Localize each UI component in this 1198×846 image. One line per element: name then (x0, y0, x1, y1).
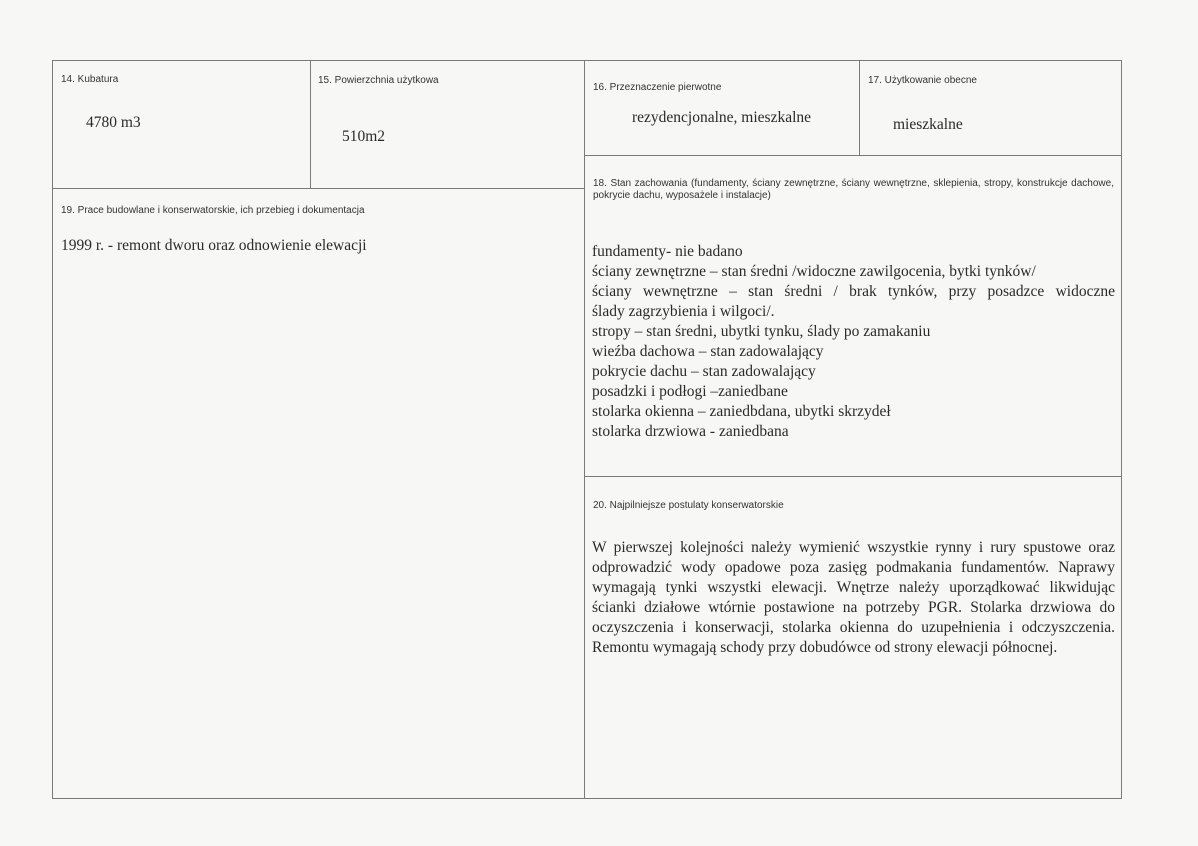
field-18-line: posadzki i podłogi –zaniedbane (592, 383, 788, 400)
field-18-line: stolarka drzwiowa - zaniedbana (592, 423, 789, 440)
divider-16-17 (859, 60, 860, 156)
field-17-value: mieszkalne (893, 116, 963, 133)
field-17-label: 17. Użytkowanie obecne (868, 75, 977, 86)
field-14-label: 14. Kubatura (61, 74, 119, 85)
field-18-label: 18. Stan zachowania (fundamenty, ściany zewnętrzne, ściany wewnętrzne, sklepienia, stropy, konstrukcje dachowe, pokrycie dachu, wyposażele i instalacje) (593, 178, 1114, 201)
field-16-label: 16. Przeznaczenie pierwotne (593, 82, 722, 93)
field-18-line: fundamenty- nie badano (592, 243, 743, 260)
form-border-left (52, 60, 53, 799)
form-border-right (1121, 60, 1122, 799)
field-20-value: W pierwszej kolejności należy wymienić wszystkie rynny i rury spustowe oraz odprowadzić wody opadowe poza zasięg podmakania fundamentów. Naprawy wymagają tynki wszystki elewacji. Wnętrze należy uporządkować likwidując ścianki działowe wtórnie postawione na potrzeby PGR. Stolarka drzwiowa do oczyszczenia i konserwacji, stolarka okienna do uzupełnienia i odczyszczenia. Remontu wymagają schody przy dobudówce od strony elewacji północnej. (592, 539, 1115, 656)
field-15-value: 510m2 (342, 128, 386, 145)
divider-14-15 (310, 60, 311, 189)
field-15-label: 15. Powierzchnia użytkowa (318, 75, 439, 86)
field-19-label: 19. Prace budowlane i konserwatorskie, ich przebieg i dokumentacja (61, 205, 365, 216)
field-18-line: stropy – stan średni, ubytki tynku, ślady po zamakaniu (592, 323, 931, 340)
field-18-line: wieźba dachowa – stan zadowalający (592, 343, 824, 360)
field-18-line: pokrycie dachu – stan zadowalający (592, 363, 816, 380)
field-19-value: 1999 r. - remont dworu oraz odnowienie elewacji (61, 237, 367, 254)
divider-center (584, 60, 585, 799)
field-16-value: rezydencjonalne, mieszkalne (632, 109, 812, 126)
form-border-bottom (52, 798, 1122, 799)
field-18-line: ściany zewnętrzne – stan średni /widoczne zawilgocenia, bytki tynków/ (592, 263, 1036, 280)
field-18-line: stolarka okienna – zaniedbdana, ubytki skrzydeł (592, 403, 891, 420)
divider-row1-right (584, 155, 1122, 156)
field-14-value: 4780 m3 (86, 114, 141, 131)
field-18-line: ślady zagrzybienia i wilgoci/. (592, 303, 775, 320)
field-18-line: ściany wewnętrzne – stan średni / brak tynków, przy posadzce widoczne (592, 283, 1115, 300)
field-20-label: 20. Najpilniejsze postulaty konserwatorskie (593, 500, 784, 511)
divider-18-20 (584, 476, 1122, 477)
field-18-content (592, 242, 1115, 442)
divider-row1-left (52, 188, 585, 189)
form-border-top (52, 60, 1122, 61)
